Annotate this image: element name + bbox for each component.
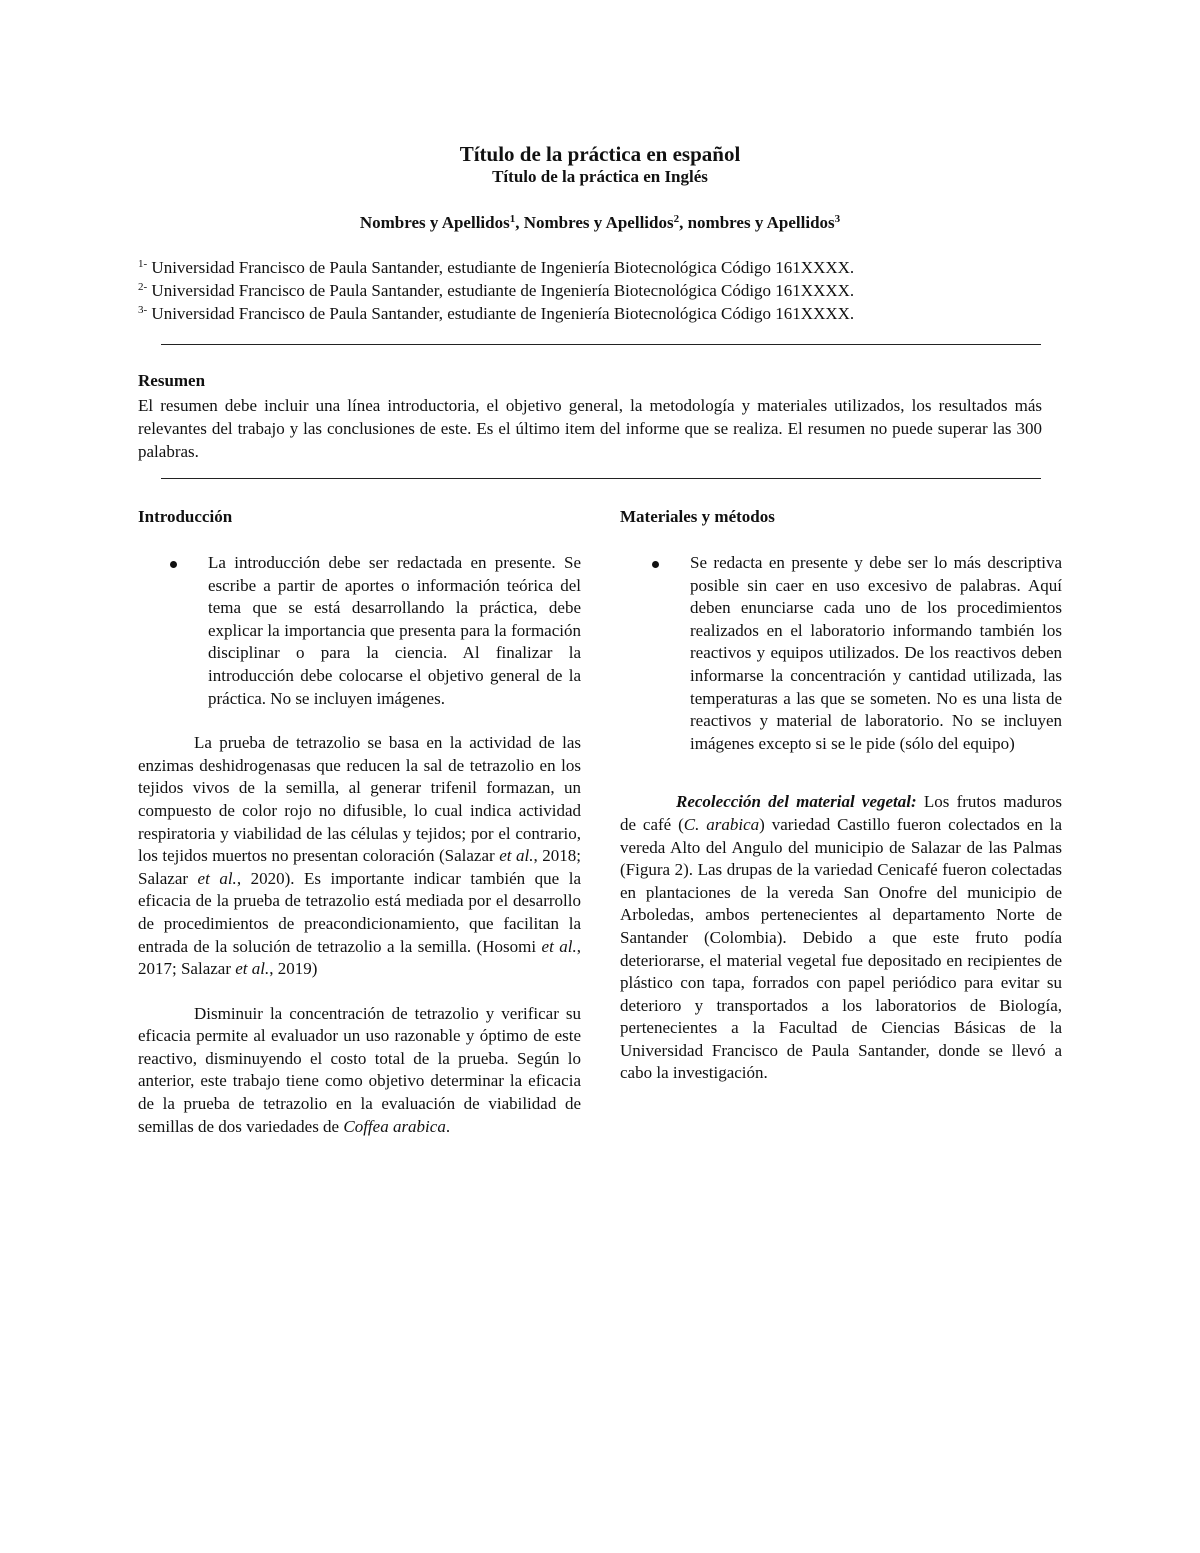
divider-bottom — [161, 478, 1041, 479]
introduction-paragraph-1 — [138, 732, 581, 981]
introduction-heading: Introducción — [138, 507, 233, 526]
affiliation-line — [138, 279, 1038, 302]
introduction-bullet-text: La introducción debe ser redactada en presente. Se escribe a partir de aportes o información teórica del tema que se está desarrollando la práctica, debe explicar la importancia que presenta para la formación disciplinar o para la ciencia. Al finalizar la introducción debe colocarse el objetivo general de la práctica. No se incluyen imágenes. — [208, 553, 581, 708]
author-superscript: 3 — [834, 213, 841, 225]
text-run: , 2020). Es importante indicar también que la eficacia de la prueba de tetrazolio está mediada por el desarrollo de procedimientos de preacondicionamiento, que facilitan la entrada de la solución de tetrazolio a la semilla. (Hosomi — [138, 868, 581, 956]
citation-etal: et al. — [235, 959, 270, 979]
affiliation-marker: 1- — [138, 258, 148, 270]
text-run: , 2019) — [269, 959, 318, 979]
author-superscript: 2 — [673, 213, 680, 225]
affiliation-line — [138, 256, 1038, 279]
subsection-lead: Recolección del material vegetal: — [676, 792, 917, 812]
document-title: Título de la práctica en español — [459, 142, 741, 166]
bullet-icon — [170, 561, 177, 568]
text-run: La prueba de tetrazolio se basa en la actividad de las enzimas deshidrogenasas que reducen la sal de tetrazolio en los tejidos vivos de la semilla, al generar trifenil formazan, un compuesto de color rojo no difusible, lo cual indica actividad respiratoria y viabilidad de las células y tejidos; por el contrario, los tejidos muertos no presentan coloración (Salazar — [138, 733, 581, 866]
author-name: Nombres y Apellidos — [523, 213, 674, 232]
author-name: Nombres y Apellidos — [359, 213, 510, 232]
abstract-heading: Resumen — [138, 371, 206, 390]
methods-bullet-list — [620, 552, 1062, 755]
abstract-section — [138, 370, 1042, 463]
affiliation-text: Universidad Francisco de Paula Santander, estudiante de Ingeniería Biotecnológica Código 161XXXX. — [147, 304, 855, 323]
affiliation-text: Universidad Francisco de Paula Santander, estudiante de Ingeniería Biotecnológica Código 161XXXX. — [147, 258, 855, 277]
text-run: . — [445, 1116, 451, 1136]
citation-etal: et al. — [541, 936, 577, 956]
introduction-column — [138, 506, 581, 1138]
author-line — [0, 211, 1200, 235]
affiliation-line — [138, 302, 1038, 325]
citation-etal: et al. — [499, 846, 534, 866]
affiliations — [138, 256, 1038, 325]
text-run: ) variedad Castillo fueron colectados en la vereda Alto del Angulo del municipio de Salazar de las Palmas (Figura 2). Las drupas de la variedad Cenicafé fueron colectadas en plantaciones de la vereda San Onofre del municipio de Arboledas, ambos pertenecientes al departamento Norte de Santander (Colombia). Debido a que este fruto podía deteriorarse, el material vegetal fue depositado en recipientes de plástico con tapa, forrados con papel periódico para evitar su deterioro y transportados a los laboratorios de Biología, pertenecientes a la Facultad de Ciencias Básicas de la Universidad Francisco de Paula Santander, donde se llevó a cabo la investigación. — [620, 814, 1063, 1083]
introduction-paragraph-2 — [138, 1003, 581, 1139]
affiliation-marker: 2- — [138, 281, 148, 293]
species-name: Coffea arabica — [343, 1116, 446, 1136]
species-name: C. arabica — [683, 814, 760, 834]
affiliation-text: Universidad Francisco de Paula Santander, estudiante de Ingeniería Biotecnológica Código 161XXXX. — [147, 281, 855, 300]
methods-bullet-text: Se redacta en presente y debe ser lo más descriptiva posible sin caer en uso excesivo de palabras. Aquí deben enunciarse cada uno de los procedimientos realizados en el laboratorio informando también los reactivos y equipos utilizados. De los reactivos deben informarse la concentración y cantidad utilizada, las temperaturas a las que se someten. No es una lista de reactivos y material de laboratorio. No se incluyen imágenes excepto si se le pide (sólo del equipo) — [690, 553, 1062, 753]
affiliation-marker: 3- — [138, 304, 148, 316]
author-superscript: 1 — [509, 213, 516, 225]
text-run: , 2017; Salazar — [138, 936, 581, 979]
list-item — [208, 552, 581, 710]
document-subtitle: Título de la práctica en Inglés — [492, 167, 708, 186]
abstract-text: El resumen debe incluir una línea introductoria, el objetivo general, la metodología y materiales utilizados, los resultados más relevantes del trabajo y las conclusiones de este. Es el último item del informe que se realiza. El resumen no puede superar las 300 palabras. — [138, 396, 1042, 461]
author-separator: , — [515, 213, 524, 232]
methods-heading: Materiales y métodos — [620, 507, 775, 526]
author-separator: , — [679, 213, 688, 232]
bullet-icon — [652, 561, 659, 568]
methods-paragraph-1 — [620, 791, 1062, 1085]
list-item — [690, 552, 1062, 755]
methods-column — [620, 506, 1062, 1085]
text-run: Los frutos maduros de café ( — [620, 792, 1062, 834]
divider-top — [161, 344, 1041, 345]
citation-etal: et al. — [197, 868, 237, 888]
text-run: , 2018; Salazar — [138, 846, 582, 888]
introduction-bullet-list — [138, 552, 581, 710]
author-name: nombres y Apellidos — [687, 213, 835, 232]
text-run: Disminuir la concentración de tetrazolio y verificar su eficacia permite al evaluador un uso razonable y óptimo de este reactivo, disminuyendo el costo total de la prueba. Según lo anterior, este trabajo tiene como objetivo determinar la eficacia de la prueba de tetrazolio en la evaluación de viabilidad de semillas de dos variedades de — [138, 1003, 581, 1136]
